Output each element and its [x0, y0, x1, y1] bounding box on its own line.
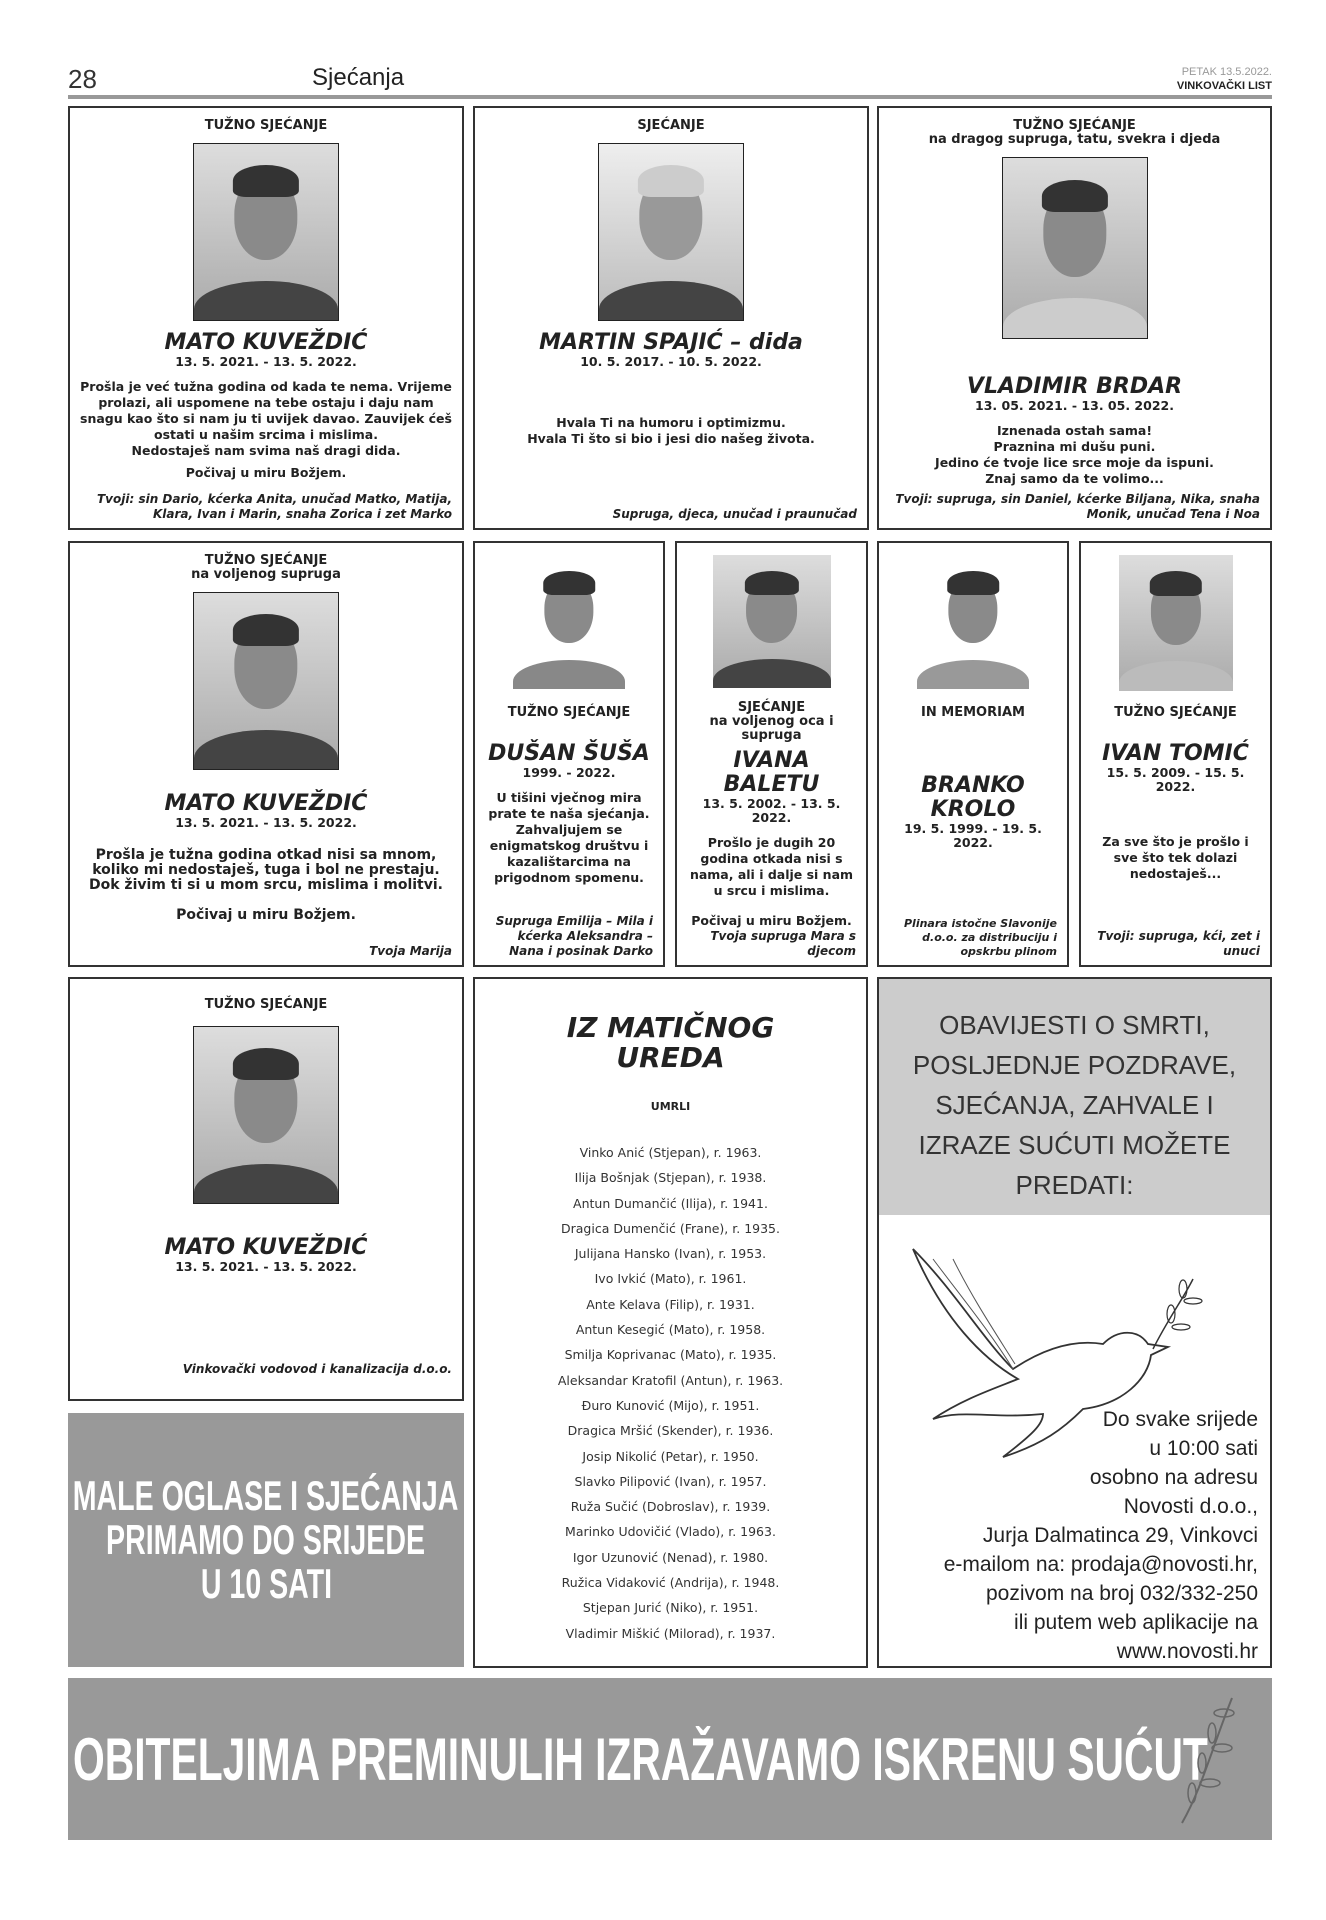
notice-text: Nedostaješ nam svima naš dragi dida.	[131, 443, 401, 458]
portrait-photo	[917, 555, 1029, 689]
notice-title: TUŽNO SJEĆANJE	[1013, 118, 1136, 133]
info-line: Novosti d.o.o.,	[1123, 1495, 1258, 1518]
condolence-banner	[68, 1678, 1272, 1840]
notice-title: SJEĆANJE	[637, 118, 705, 133]
portrait-photo	[1002, 157, 1148, 339]
notice-signature: Tvoji: sin Dario, kćerka Anita, unučad Matko, Matija, Klara, Ivan i Marin, snaha Zorica i zet Marko	[97, 492, 452, 521]
deceased-entry: Ilija Bošnjak (Stjepan), r. 1938.	[574, 1170, 767, 1186]
notice-signature: Supruga Emilija – Mila i kćerka Aleksandra – Nana i posinak Darko	[495, 914, 653, 958]
deceased-entry: Dragica Mršić (Skender), r. 1936.	[567, 1423, 774, 1439]
notice-signature: Supruga, djeca, unučad i praunučad	[612, 507, 857, 521]
banner-text: OBITELJIMA PREMINULIH IZRAŽAVAMO ISKRENU SUĆUT	[72, 1725, 1208, 1793]
info-phone: pozivom na broj 032/332-250	[985, 1582, 1258, 1605]
notice-dates: 13. 5. 2002. - 13. 5. 2022.	[702, 796, 841, 825]
notice-title: TUŽNO SJEĆANJE	[204, 997, 328, 1012]
notice-name: MATO KUVEŽDIĆ	[164, 330, 368, 355]
deceased-entry: Antun Kesegić (Mato), r. 1958.	[575, 1322, 766, 1338]
notice-name: BRANKO KROLO	[921, 773, 1025, 822]
deceased-entry: Ivo Ivkić (Mato), r. 1961.	[594, 1271, 747, 1287]
portrait-photo	[193, 143, 339, 321]
notice-text: Za sve što je prošlo i sve što tek dolazi nedostaješ...	[1102, 834, 1249, 881]
notice-signature: Vinkovački vodovod i kanalizacija d.o.o.	[182, 1362, 452, 1376]
issue-date: PETAK 13.5.2022.	[1181, 66, 1272, 78]
notice-mato-kuvezdic-3	[68, 977, 464, 1401]
registry-subtitle: UMRLI	[650, 1100, 691, 1113]
deceased-entry: Antun Dumančić (Ilija), r. 1941.	[573, 1195, 768, 1211]
notice-martin-spajic	[473, 106, 869, 530]
notice-dates: 19. 5. 1999. - 19. 5. 2022.	[904, 821, 1042, 850]
notice-ivana-baletu	[675, 541, 868, 967]
deceased-entry: Vinko Anić (Stjepan), r. 1963.	[579, 1145, 762, 1160]
deceased-entry: Slavko Pilipović (Ivan), r. 1957.	[574, 1473, 767, 1489]
info-line: ili putem web aplikacije na	[1014, 1611, 1258, 1634]
notice-name: IVANA BALETU	[723, 748, 820, 797]
notice-dates: 1999. - 2022.	[522, 765, 616, 780]
notice-signature: Tvoji: supruga, kći, zet i unuci	[1097, 929, 1260, 958]
deceased-entry: Josip Nikolić (Petar), r. 1950.	[582, 1448, 759, 1464]
portrait-photo	[1119, 555, 1233, 691]
ad-line: PRIMAMO DO SRIJEDE	[106, 1516, 426, 1563]
portrait-photo	[513, 555, 625, 689]
notice-mato-kuvezdic-2	[68, 541, 464, 967]
info-box	[877, 977, 1272, 1668]
notice-title: SJEĆANJE	[737, 700, 806, 715]
notice-text: Znaj samo da te volimo...	[985, 471, 1164, 486]
notice-dates: 10. 5. 2017. - 10. 5. 2022.	[580, 354, 762, 369]
info-heading: OBAVIJESTI O SMRTI, POSLJEDNJE POZDRAVE, SJEĆANJA, ZAHVALE I IZRAZE SUĆUTI MOŽETE PREDATI:	[912, 1010, 1237, 1200]
portrait-photo	[193, 592, 339, 770]
notice-text: Počivaj u miru Božjem.	[691, 913, 852, 928]
deceased-entry: Stjepan Jurić (Niko), r. 1951.	[582, 1600, 759, 1616]
deceased-entry: Ruža Sučić (Dobroslav), r. 1939.	[570, 1499, 771, 1515]
notice-name: MARTIN SPAJIĆ – dida	[539, 330, 803, 355]
notice-vladimir-brdar	[877, 106, 1272, 530]
info-line: Jurja Dalmatinca 29, Vinkovci	[982, 1524, 1258, 1547]
deceased-list	[558, 1140, 783, 1646]
notice-dusan-susa	[473, 541, 665, 967]
info-website[interactable]: www.novosti.hr	[1116, 1640, 1258, 1663]
notice-text: Praznina mi dušu puni.	[993, 439, 1156, 454]
page-number: 28	[68, 64, 97, 94]
notice-subtitle: na voljenog supruga	[191, 567, 341, 582]
notice-name: VLADIMIR BRDAR	[966, 374, 1183, 399]
notice-name: MATO KUVEŽDIĆ	[164, 1235, 368, 1260]
notice-dates: 13. 5. 2021. - 13. 5. 2022.	[175, 815, 357, 830]
notice-name: IVAN TOMIĆ	[1102, 741, 1249, 766]
deceased-entry: Igor Uzunović (Nenad), r. 1980.	[572, 1549, 769, 1565]
notice-subtitle: na voljenog oca i supruga	[709, 714, 834, 743]
deceased-entry: Marinko Udovičić (Vlado), r. 1963.	[565, 1524, 776, 1540]
deceased-entry: Aleksandar Kratofil (Antun), r. 1963.	[557, 1372, 784, 1388]
notice-title: IN MEMORIAM	[921, 705, 1025, 720]
notice-text: Počivaj u miru Božjem.	[176, 907, 356, 923]
notice-text: Hvala Ti na humoru i optimizmu.	[556, 415, 786, 430]
publication-name: VINKOVAČKI LIST	[1176, 80, 1272, 92]
deceased-entry: Dragica Dumenčić (Frane), r. 1935.	[561, 1220, 780, 1236]
deceased-entry: Vladimir Miškić (Milorad), r. 1937.	[565, 1625, 776, 1641]
notice-dates: 13. 5. 2021. - 13. 5. 2022.	[175, 1259, 357, 1274]
notice-name: MATO KUVEŽDIĆ	[164, 791, 368, 816]
info-line: osobno na adresu	[1089, 1466, 1258, 1489]
deceased-entry: Ante Kelava (Filip), r. 1931.	[586, 1296, 755, 1312]
deceased-entry: Julijana Hansko (Ivan), r. 1953.	[574, 1246, 767, 1262]
deceased-entry: Smilja Koprivanac (Mato), r. 1935.	[564, 1347, 777, 1363]
notice-signature: Plinara istočne Slavonije d.o.o. za distribuciju i opskrbu plinom	[904, 917, 1057, 958]
notice-text: Počivaj u miru Božjem.	[185, 465, 347, 480]
header-rule	[68, 95, 1272, 99]
notice-branko-krolo	[877, 541, 1069, 967]
portrait-photo	[598, 143, 744, 321]
ad-line: U 10 SATI	[200, 1560, 332, 1607]
notice-dates: 13. 5. 2021. - 13. 5. 2022.	[175, 354, 357, 369]
portrait-photo	[713, 555, 831, 688]
section-title: Sjećanja	[312, 64, 405, 91]
registry-title: IZ MATIČNOG UREDA	[566, 1011, 775, 1074]
notice-title: TUŽNO SJEĆANJE	[507, 705, 631, 720]
notice-text: Hvala Ti što si bio i jesi dio našeg života.	[527, 431, 815, 446]
registry-box	[473, 977, 868, 1668]
notice-dates: 13. 05. 2021. - 13. 05. 2022.	[975, 398, 1174, 413]
info-heading-panel	[879, 979, 1270, 1215]
notice-text: Jedino će tvoje lice srce moje da ispuni.	[935, 455, 1214, 470]
notice-text: Prošla je već tužna godina od kada te nema. Vrijeme prolazi, ali uspomene na tebe ostaju i daju nam snagu kao što si nam ju ti uvijek davao. Zauvijek ćeš ostati u našim srcima i mislima.	[80, 379, 452, 442]
info-contact	[944, 1405, 1258, 1666]
notice-title: TUŽNO SJEĆANJE	[204, 118, 328, 133]
ad-deadline-box	[68, 1413, 464, 1667]
notice-title: TUŽNO SJEĆANJE	[1114, 705, 1237, 720]
notice-text: Prošlo je dugih 20 godina otkada nisi s nama, ali i dalje si nam u srcu i mislima.	[689, 835, 854, 898]
deceased-entry: Đuro Kunović (Mijo), r. 1951.	[581, 1397, 760, 1413]
info-line: Do svake srijede	[1102, 1408, 1258, 1431]
notice-subtitle: na dragog supruga, tatu, svekra i djeda	[928, 132, 1221, 147]
info-email[interactable]: e-mailom na: prodaja@novosti.hr,	[943, 1553, 1258, 1576]
olive-branch-icon	[1172, 1688, 1252, 1828]
portrait-photo	[193, 1026, 339, 1204]
notice-signature: Tvoja Marija	[369, 944, 452, 958]
notice-title: TUŽNO SJEĆANJE	[204, 553, 328, 568]
notice-name: DUŠAN ŠUŠA	[488, 741, 650, 766]
deceased-entry: Ružica Vidaković (Andrija), r. 1948.	[561, 1575, 780, 1591]
notice-mato-kuvezdic-1	[68, 106, 464, 530]
notice-text: Iznenada ostah sama!	[996, 423, 1153, 438]
ad-line: MALE OGLASE I SJEĆANJA	[73, 1472, 459, 1519]
notice-text: U tišini vječnog mira prate te naša sjećanja. Zahvaljujem se enigmatskog društvu i kazalištarcima na prigodnom spomenu.	[488, 790, 650, 885]
info-line: u 10:00 sati	[1149, 1437, 1258, 1460]
notice-signature: Tvoji: supruga, sin Daniel, kćerke Biljana, Nika, snaha Monik, unučad Tena i Noa	[895, 492, 1260, 521]
notice-ivan-tomic	[1079, 541, 1272, 967]
notice-dates: 15. 5. 2009. - 15. 5. 2022.	[1106, 765, 1245, 794]
notice-text: Prošla je tužna godina otkad nisi sa mnom, koliko mi nedostaješ, tuga i bol ne prestaju. Dok živim ti si u mom srcu, mislima i molitvi.	[89, 847, 443, 893]
notice-signature: Tvoja supruga Mara s djecom	[710, 929, 856, 958]
